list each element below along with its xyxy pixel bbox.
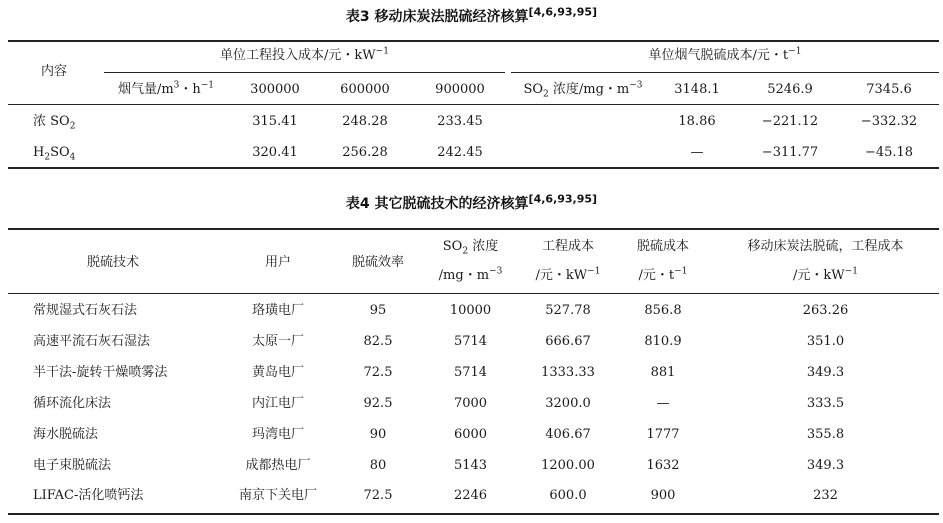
table3-conc-2: 5246.9 <box>767 82 813 97</box>
table4-header-tech: 脱硫技术 <box>86 255 139 270</box>
table4-header-so2-unit-sup: −3 <box>489 266 503 277</box>
table3-row2-d3: −45.18 <box>864 145 914 160</box>
table4-row5-eff: 90 <box>369 427 387 442</box>
table3-row1-label-pre: 浓 SO <box>33 114 70 129</box>
table3-row2-label-sub: 2 <box>44 152 51 163</box>
table4-row3-tech: 半干法-旋转干燥喷雾法 <box>33 365 168 380</box>
table3-row1-d3: −332.32 <box>860 114 918 129</box>
table3-conc-3: 7345.6 <box>866 82 912 97</box>
table4-row6-eff: 80 <box>369 458 387 473</box>
table3-so2-sup: −3 <box>629 80 643 91</box>
table4-row7-desulf: 900 <box>650 488 676 503</box>
table3-group1-header <box>104 48 505 64</box>
table4-row4-cost: 3200.0 <box>545 396 591 411</box>
table4-row2-tech: 高速平流石灰石湿法 <box>33 334 151 349</box>
table4-bottom-rule <box>8 513 939 515</box>
table3-flue-sup2: −1 <box>200 80 215 91</box>
table3-flue-header <box>104 82 228 98</box>
table4-header-desulf-unit-text: /元・t <box>638 268 675 283</box>
table4-row6-cost: 1200.00 <box>541 458 595 473</box>
table3-group1-rule <box>104 72 505 73</box>
table3-flow-3: 900000 <box>435 82 485 97</box>
table4-row1-cost: 527.78 <box>545 303 591 318</box>
table3-bottom-rule <box>8 167 939 169</box>
table4-header-so2-post: 浓度 <box>468 239 499 254</box>
table4-header-cost-unit <box>523 268 613 284</box>
table4-row5-user: 玛湾电厂 <box>251 427 304 442</box>
table4-header-so2 <box>418 239 523 255</box>
table4-row5-so2: 6000 <box>453 427 488 442</box>
table4-header-cost-unit-sup: −1 <box>587 266 601 277</box>
table4-header-mb: 移动床炭法脱硫，工程成本 <box>747 239 904 254</box>
table3-so2-header <box>512 82 654 98</box>
table4-row2-user: 太原一厂 <box>251 334 304 349</box>
table3-row2-c1: 320.41 <box>252 145 298 160</box>
table3-row1-c2: 248.28 <box>342 114 388 129</box>
table4-row2-mb: 351.0 <box>806 334 845 349</box>
table4-row6-tech: 电子束脱硫法 <box>33 458 112 473</box>
table4-row1-so2: 10000 <box>449 303 492 318</box>
table3-row1-d2: −221.12 <box>761 114 819 129</box>
table4-row4-eff: 92.5 <box>363 396 393 411</box>
table3-group2-sup: −1 <box>788 46 802 57</box>
table4-header-user: 用户 <box>264 255 291 270</box>
table3-ref: [4,6,93,95] <box>528 5 598 19</box>
table4-header-desulf-unit <box>613 268 713 284</box>
table3-top-rule <box>8 40 939 42</box>
table4-row3-eff: 72.5 <box>363 365 393 380</box>
table4-row6-mb: 349.3 <box>806 458 845 473</box>
table3-flow-1: 300000 <box>250 82 300 97</box>
table4-row6-user: 成都热电厂 <box>245 458 311 473</box>
table4-row7-eff: 72.5 <box>363 488 393 503</box>
table4-row6-so2: 5143 <box>453 458 488 473</box>
table4-row7-mb: 232 <box>813 488 838 503</box>
table3-so2-sub: 2 <box>543 89 549 100</box>
table4-row4-tech: 循环流化床法 <box>33 396 112 411</box>
table3-row2-label-sub2: 4 <box>69 152 76 163</box>
table4-row6-desulf: 1632 <box>646 458 680 473</box>
table3-row2-label-pre: H <box>33 145 45 160</box>
table3-row2-d1: — <box>690 145 704 160</box>
table4-ref: [4,6,93,95] <box>528 192 598 206</box>
table4-row5-cost: 406.67 <box>545 427 591 442</box>
table4-title: 表4 其它脱硫技术的经济核算 <box>345 196 529 212</box>
table4-row5-tech: 海水脱硫法 <box>33 427 99 442</box>
table3-group2-header <box>511 48 939 64</box>
table4-row7-cost: 600.0 <box>549 488 587 503</box>
table3-header-rule <box>8 104 939 105</box>
table3-row1-label <box>33 114 75 130</box>
table4-header-cost: 工程成本 <box>541 239 594 254</box>
table4-header-cost-unit-text: /元・kW <box>535 268 588 283</box>
table3-conc-1: 3148.1 <box>674 82 720 97</box>
table3-flow-2: 600000 <box>340 82 390 97</box>
table3-group1-sup: −1 <box>375 46 389 57</box>
table4-row3-so2: 5714 <box>453 365 488 380</box>
table3-so2-post: 浓度/mg・m <box>548 82 630 97</box>
table3-flue-mid: ・h <box>179 82 201 97</box>
table4-header-mb-unit-text: /元・kW <box>793 268 845 283</box>
table3-row2-d2: −311.77 <box>761 145 819 160</box>
table3-row1-label-sub: 2 <box>69 121 76 132</box>
table4-row1-tech: 常规湿式石灰石法 <box>33 303 138 318</box>
table4-header-eff: 脱硫效率 <box>351 255 404 270</box>
table4-row4-user: 内江电厂 <box>251 396 304 411</box>
table4-row5-mb: 355.8 <box>806 427 845 442</box>
table3-flue-sup1: 3 <box>173 80 180 91</box>
table4-row2-desulf: 810.9 <box>644 334 682 349</box>
table4-row3-user: 黄岛电厂 <box>251 365 304 380</box>
table3-row2-c2: 256.28 <box>342 145 388 160</box>
table4-header-desulf: 脱硫成本 <box>636 239 689 254</box>
table4-row4-desulf: — <box>656 396 670 411</box>
table3-row2-label-post: SO <box>50 145 70 160</box>
table4-row7-tech: LIFAC-活化喷钙法 <box>33 488 144 503</box>
table4-header-rule <box>8 293 939 294</box>
table4-row1-user: 珞璜电厂 <box>251 303 304 318</box>
table4-top-rule <box>8 228 939 230</box>
table4-row1-eff: 95 <box>369 303 387 318</box>
table4-row3-desulf: 881 <box>650 365 676 380</box>
table3-row1-c1: 315.41 <box>252 114 298 129</box>
table3-title: 表3 移动床炭法脱硫经济核算 <box>345 9 529 25</box>
table4-row3-mb: 349.3 <box>806 365 845 380</box>
table4-row1-desulf: 856.8 <box>644 303 682 318</box>
table4-row1-mb: 263.26 <box>802 303 849 318</box>
table3-so2-pre: SO <box>523 82 544 97</box>
table3-flue-label: 烟气量/m <box>117 82 174 97</box>
table4-header-mb-unit-sup: −1 <box>844 266 858 277</box>
table4-row2-cost: 666.67 <box>545 334 591 349</box>
table4-row7-so2: 2246 <box>453 488 488 503</box>
table4-row3-cost: 1333.33 <box>541 365 595 380</box>
table4-header-desulf-unit-sup: −1 <box>674 266 688 277</box>
table4-header-so2-sub: 2 <box>462 246 469 257</box>
table4-header-mb-unit <box>713 268 938 284</box>
table4-header-so2-pre: SO <box>442 239 463 254</box>
table3-caption <box>0 6 943 26</box>
table3-header-content: 内容 <box>40 64 67 79</box>
table4-caption <box>0 193 943 213</box>
table4-header-so2-unit-text: /mg・m <box>438 268 490 283</box>
table4-row4-so2: 7000 <box>453 396 488 411</box>
table3-group2-label: 单位烟气脱硫成本/元・t <box>648 48 789 63</box>
table3-row2-c3: 242.45 <box>437 145 483 160</box>
table3-row1-d1: 18.86 <box>678 114 716 129</box>
table3-row2-label <box>33 145 75 161</box>
table3-row1-c3: 233.45 <box>437 114 483 129</box>
table4-row5-desulf: 1777 <box>646 427 680 442</box>
table3-group1-label: 单位工程投入成本/元・kW <box>220 48 376 63</box>
table3-group2-rule <box>511 72 939 73</box>
table4-row2-so2: 5714 <box>453 334 488 349</box>
table4-row7-user: 南京下关电厂 <box>238 488 317 503</box>
table4-header-so2-unit <box>418 268 523 284</box>
table4-row2-eff: 82.5 <box>363 334 393 349</box>
table4-row4-mb: 333.5 <box>806 396 845 411</box>
